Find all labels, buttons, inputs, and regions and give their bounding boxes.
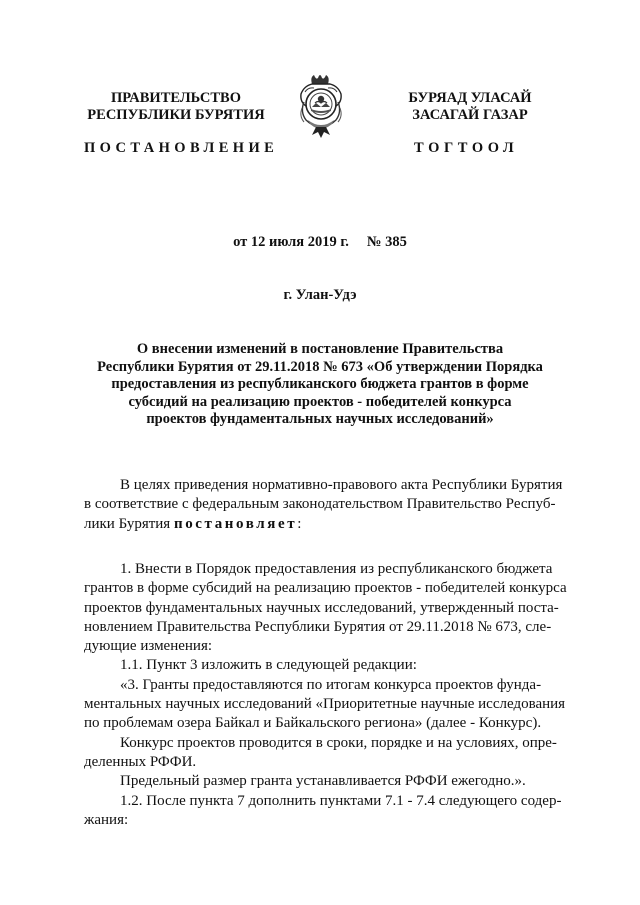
title-line: субсидий на реализацию проектов - победителей конкурса bbox=[128, 393, 512, 410]
contest-line: деленных РФФИ. bbox=[84, 753, 197, 770]
coat-of-arms-icon bbox=[296, 72, 346, 146]
item-1 bbox=[84, 560, 572, 830]
header-right-line: БУРЯАД УЛАСАЙ bbox=[408, 90, 532, 106]
quote3-line: «3. Гранты предоставляются по итогам конкурса проектов фунда- bbox=[120, 676, 542, 693]
title-line: предоставления из республиканского бюджета грантов в форме bbox=[111, 376, 529, 392]
preamble-line bbox=[84, 495, 572, 514]
header-left-line: ПРАВИТЕЛЬСТВО bbox=[111, 90, 241, 106]
doc-type-right: ТОГТООЛ bbox=[414, 140, 519, 156]
max-grant-line: Предельный размер гранта устанавливается РФФИ ежегодно.». bbox=[120, 773, 526, 790]
document-number: № 385 bbox=[366, 234, 407, 250]
preamble bbox=[84, 476, 572, 534]
contest-line: Конкурс проектов проводится в сроки, порядке и на условиях, опре- bbox=[120, 734, 557, 751]
header-left-line: РЕСПУБЛИКИ БУРЯТИЯ bbox=[87, 107, 265, 123]
date-number-line bbox=[0, 234, 640, 251]
item1-1-line: 1.1. Пункт 3 изложить в следующей редакции: bbox=[120, 657, 417, 674]
preamble-text: лики Бурятия bbox=[84, 515, 171, 532]
preamble-colon: : bbox=[297, 515, 302, 532]
doc-type-left: ПОСТАНОВЛЕНИЕ bbox=[84, 140, 279, 156]
header-right-line: ЗАСАГАЙ ГАЗАР bbox=[412, 107, 528, 123]
item1-line: дующие изменения: bbox=[84, 638, 213, 655]
item1-line: 1. Внести в Порядок предоставления из республиканского бюджета bbox=[120, 561, 553, 577]
item1-2-line: 1.2. После пункта 7 дополнить пунктами 7.1 - 7.4 следующего содер- bbox=[120, 792, 562, 809]
header-right bbox=[390, 90, 550, 124]
title-line: О внесении изменений в постановление Правительства bbox=[136, 341, 504, 357]
quote3-line: ментальных научных исследований «Приоритетные научные исследования bbox=[84, 696, 566, 713]
preamble-line: В целях приведения нормативно-правового акта Республики Бурятия bbox=[120, 477, 563, 493]
preamble-line bbox=[84, 515, 572, 534]
document-date: от 12 июля 2019 г. bbox=[233, 234, 349, 250]
quote3-line: по проблемам озера Байкал и Байкальского региона» (далее - Конкурс). bbox=[84, 715, 542, 732]
resolves-word: постановляет bbox=[173, 515, 298, 532]
title-line: Республики Бурятия от 29.11.2018 № 673 «Об утверждении Порядка bbox=[97, 358, 543, 375]
city: г. Улан-Удэ bbox=[283, 287, 357, 303]
item1-line: новлением Правительства Республики Бурятия от 29.11.2018 № 673, сле- bbox=[84, 618, 552, 635]
item1-line: грантов в форме субсидий на реализацию проектов - победителей конкурса bbox=[84, 580, 567, 597]
title-line: проектов фундаментальных научных исследований» bbox=[146, 411, 494, 427]
header-left bbox=[86, 90, 266, 124]
preamble-text: в соответствие с федеральным законодательством Правительство Респуб- bbox=[84, 496, 556, 513]
document-title bbox=[60, 341, 580, 429]
item1-2-line: жания: bbox=[84, 811, 129, 828]
item1-line: проектов фундаментальных научных исследований, утвержденный поста- bbox=[84, 599, 559, 616]
